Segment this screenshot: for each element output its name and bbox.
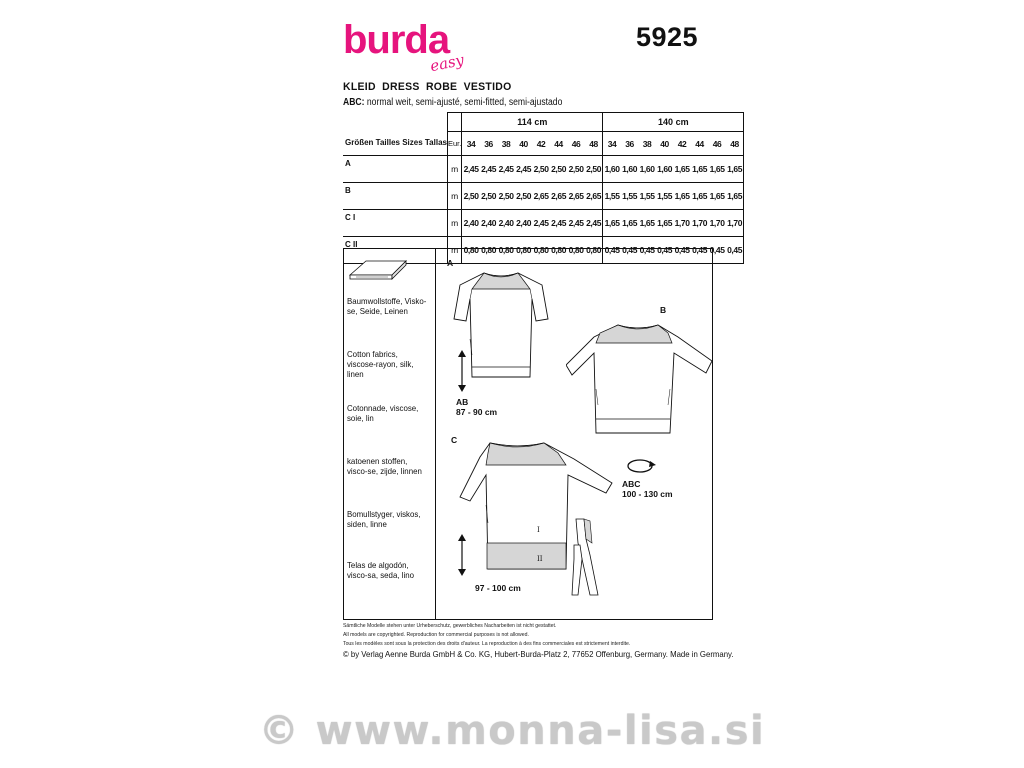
yardage-cell: 1,60: [621, 156, 639, 183]
ab-length-views: AB: [456, 397, 469, 407]
yardage-cell: 1,65: [726, 183, 744, 210]
size-label: Größen Tailles Sizes Tallas: [345, 138, 447, 148]
width-measure: [622, 479, 673, 499]
view-row-label: B: [343, 183, 447, 210]
length-arrow-c: [456, 533, 468, 577]
yardage-cell: 1,65: [638, 210, 656, 237]
yardage-cell: 1,65: [656, 210, 674, 237]
yardage-cell: 2,50: [532, 156, 550, 183]
yardage-cell: 2,50: [497, 183, 515, 210]
yardage-cell: 0,80: [462, 237, 480, 264]
yardage-cell: 1,70: [726, 210, 744, 237]
yardage-cell: 1,70: [673, 210, 691, 237]
view-row-label: C I: [343, 210, 447, 237]
yardage-cell: 2,45: [480, 156, 498, 183]
length-arrow-a: [456, 349, 468, 393]
unit-cell: m: [447, 183, 461, 210]
unit-cell: m: [447, 210, 461, 237]
yardage-cell: 0,45: [726, 237, 744, 264]
dress-b-back-drawing: [566, 317, 714, 445]
yardage-cell: 1,65: [691, 156, 709, 183]
unit-label: Eur.: [447, 132, 461, 156]
illustration-panel: [343, 248, 713, 620]
yardage-cell: 2,40: [480, 210, 498, 237]
yardage-cell: 2,65: [567, 183, 585, 210]
yardage-cell: 2,50: [567, 156, 585, 183]
fabric-es: Telas de algodón, visco-sa, seda, lino: [347, 560, 414, 580]
size-header-114: 48: [585, 132, 603, 156]
yardage-cell: 1,70: [691, 210, 709, 237]
yardage-cell: 1,65: [603, 210, 621, 237]
garment-title: KLEID DRESS ROBE VESTIDO: [343, 81, 512, 93]
width-value: 100 - 130 cm: [622, 489, 673, 499]
yardage-cell: 1,55: [656, 183, 674, 210]
yardage-cell: 2,45: [462, 156, 480, 183]
size-header-114: 44: [550, 132, 568, 156]
panel-divider: [435, 249, 436, 619]
copyright-notice: © by Verlag Aenne Burda GmbH & Co. KG, Hubert-Burda-Platz 2, 77652 Offenburg, Germany. Made in Germany.: [343, 650, 734, 659]
yardage-cell: 2,45: [550, 210, 568, 237]
fabric-nl: katoenen stoffen, visco-se, zijde, linnen: [347, 456, 422, 476]
fit-description: [343, 97, 562, 108]
brand-wordmark: burda: [343, 18, 450, 62]
yardage-cell: 0,45: [691, 237, 709, 264]
fit-text: normal weit, semi-ajusté, semi-fitted, semi-ajustado: [364, 97, 563, 108]
yardage-cell: 0,80: [550, 237, 568, 264]
view-a-label: A: [447, 258, 454, 268]
yardage-cell: 1,65: [726, 156, 744, 183]
fabric-width-114: 114 cm: [462, 113, 603, 132]
view-b-label: B: [660, 305, 667, 315]
yardage-cell: 1,55: [603, 183, 621, 210]
yardage-cell: 2,50: [480, 183, 498, 210]
size-header-114: 34: [462, 132, 480, 156]
tie-belt-drawing: [570, 515, 600, 599]
yardage-cell: 0,45: [656, 237, 674, 264]
fabric-width-140: 140 cm: [603, 113, 744, 132]
yardage-cell: 1,70: [708, 210, 726, 237]
pattern-number: 5925: [636, 22, 699, 52]
part-c-2-label: II: [537, 555, 543, 563]
ab-length-value: 87 - 90 cm: [456, 407, 498, 417]
yardage-cell: 0,45: [673, 237, 691, 264]
yardage-cell: 0,80: [480, 237, 498, 264]
yardage-cell: 1,55: [621, 183, 639, 210]
yardage-cell: 0,80: [585, 237, 603, 264]
yardage-cell: 0,45: [621, 237, 639, 264]
size-header-140: 48: [726, 132, 744, 156]
unit-cell: m: [447, 237, 461, 264]
size-header-140: 34: [603, 132, 621, 156]
burda-easy-logo: [343, 18, 473, 78]
legal-notice-fr: Tous les modèles sont sous la protection des droits d'auteur. La reproduction à des fins commerciales est strictement interdite.: [343, 641, 631, 647]
yardage-cell: 1,60: [603, 156, 621, 183]
legal-notice-en: All models are copyrighted. Reproduction for commercial purposes is not allowed.: [343, 632, 529, 638]
yardage-cell: 2,50: [515, 183, 533, 210]
size-header-140: 46: [708, 132, 726, 156]
yardage-cell: 0,80: [515, 237, 533, 264]
yardage-cell: 2,65: [585, 183, 603, 210]
size-header-114: 42: [532, 132, 550, 156]
size-header-140: 40: [656, 132, 674, 156]
view-c-label: C: [451, 435, 458, 445]
circumference-icon: [624, 455, 660, 477]
yardage-cell: 2,65: [532, 183, 550, 210]
size-header-140: 42: [673, 132, 691, 156]
size-header-140: 36: [621, 132, 639, 156]
yardage-cell: 2,45: [497, 156, 515, 183]
yardage-cell: 2,45: [585, 210, 603, 237]
yardage-cell: 2,45: [532, 210, 550, 237]
yardage-cell: 0,80: [497, 237, 515, 264]
yardage-cell: 1,65: [708, 156, 726, 183]
c-length-value: 97 - 100 cm: [475, 583, 521, 593]
fabric-fr: Cotonnade, viscose, soie, lin: [347, 403, 419, 423]
yardage-cell: 0,80: [532, 237, 550, 264]
size-header-140: 44: [691, 132, 709, 156]
view-row-label: C II: [343, 237, 447, 264]
yardage-cell: 0,45: [708, 237, 726, 264]
size-header-114: 40: [515, 132, 533, 156]
width-views: ABC: [622, 479, 641, 489]
yardage-cell: 1,65: [691, 183, 709, 210]
size-header-114: 36: [480, 132, 498, 156]
yardage-cell: 2,50: [462, 183, 480, 210]
yardage-cell: 2,65: [550, 183, 568, 210]
view-row-label: A: [343, 156, 447, 183]
yardage-cell: 1,60: [656, 156, 674, 183]
legal-notice-de: Sämtliche Modelle stehen unter Urheberschutz, gewerbliches Nacharbeiten ist nicht gestattet.: [343, 623, 557, 629]
yardage-cell: 2,40: [462, 210, 480, 237]
yardage-cell: 2,40: [497, 210, 515, 237]
yardage-cell: 2,45: [515, 156, 533, 183]
size-header-114: 38: [497, 132, 515, 156]
size-header-140: 38: [638, 132, 656, 156]
unit-cell: m: [447, 156, 461, 183]
yardage-cell: 2,50: [550, 156, 568, 183]
watermark: © www.monna-lisa.si: [258, 708, 766, 754]
yardage-cell: 1,65: [708, 183, 726, 210]
fabric-de: Baumwollstoffe, Visko-se, Seide, Leinen: [347, 296, 427, 316]
fit-prefix: ABC:: [343, 97, 365, 108]
brand-sub-wordmark: easy: [428, 50, 466, 76]
yardage-cell: 1,65: [673, 183, 691, 210]
fabric-sv: Bomullstyger, viskos, siden, linne: [347, 509, 421, 529]
yardage-cell: 0,80: [567, 237, 585, 264]
yardage-cell: 1,65: [673, 156, 691, 183]
yardage-cell: 2,45: [567, 210, 585, 237]
yardage-cell: 1,60: [638, 156, 656, 183]
yardage-cell: 0,45: [638, 237, 656, 264]
ab-length-label: [456, 397, 497, 417]
yardage-cell: 1,55: [638, 183, 656, 210]
fabric-bolt-icon: [348, 255, 410, 283]
part-c-1-label: I: [537, 526, 540, 534]
yardage-cell: 0,45: [603, 237, 621, 264]
fabric-en: Cotton fabrics, viscose-rayon, silk, linen: [347, 349, 414, 379]
size-header-114: 46: [567, 132, 585, 156]
yardage-cell: 1,65: [621, 210, 639, 237]
yardage-cell: 2,40: [515, 210, 533, 237]
yardage-table: [343, 112, 744, 264]
yardage-cell: 2,50: [585, 156, 603, 183]
